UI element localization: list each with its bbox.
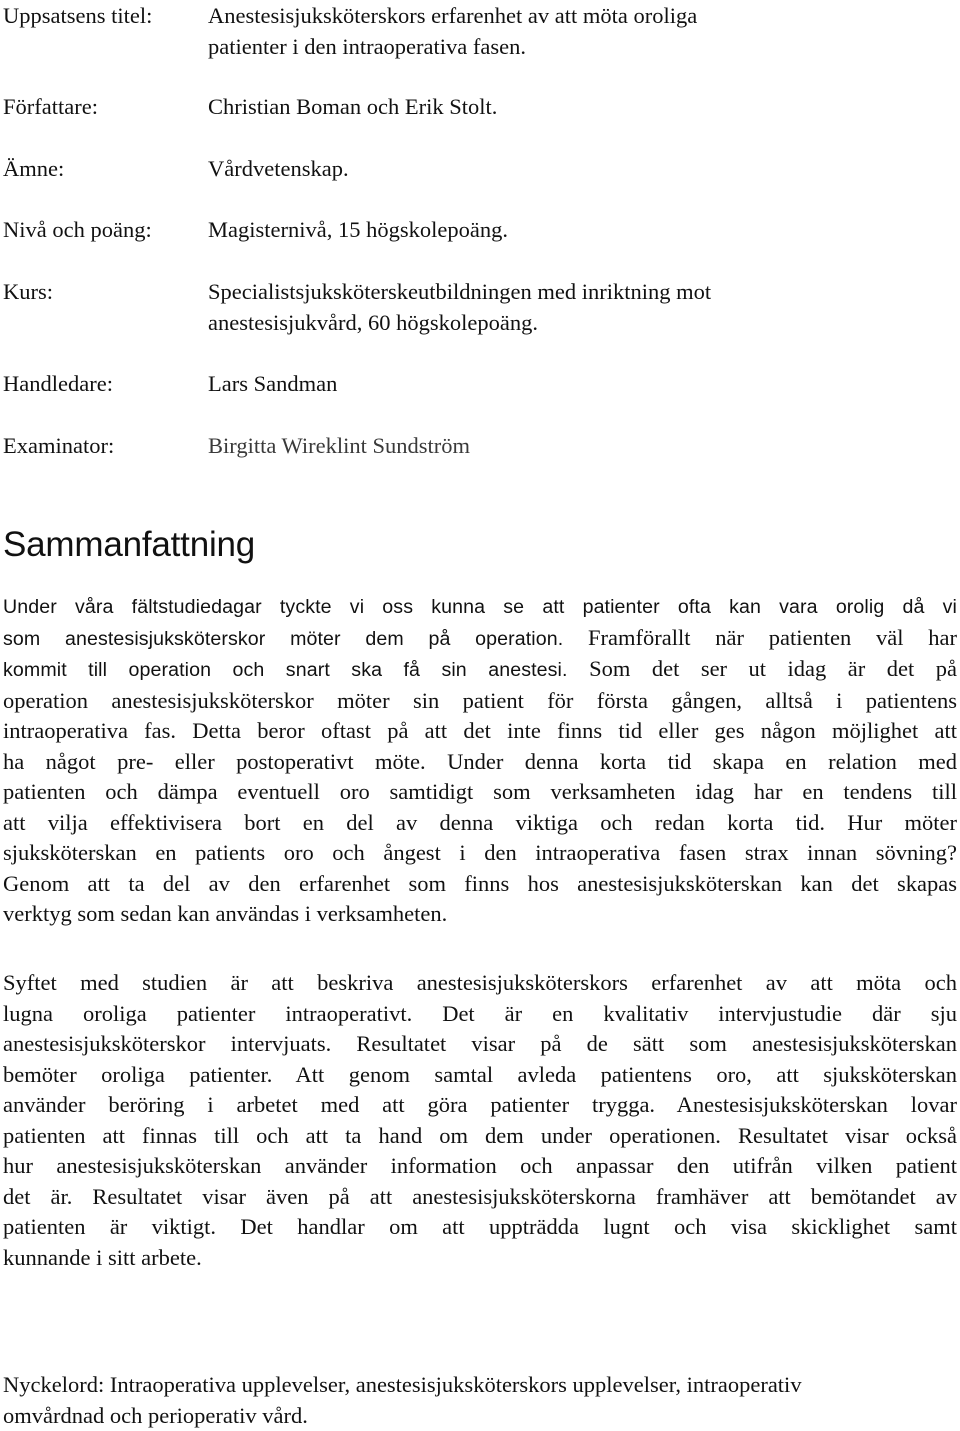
meta-value-line: Lars Sandman <box>208 371 338 396</box>
paragraph-line: patienten är viktigt. Det handlar om att uppträdda lugnt och visa skicklighet samt <box>3 1214 957 1239</box>
meta-value-line: Specialistsjuksköterskeutbildningen med inriktning mot <box>208 279 712 304</box>
meta-value-line: Anestesisjuksköterskors erfarenhet av att möta oroliga <box>208 3 698 28</box>
text-run: Framförallt när patienten väl har <box>563 624 957 650</box>
keywords-line: omvårdnad och perioperativ vård. <box>3 1402 308 1428</box>
paragraph-line: patienten att finnas till och att ta hand om dem under operationen. Resultatet visar också <box>3 1122 957 1148</box>
paragraph-line <box>3 623 957 655</box>
text-run: kommit till operation och snart ska få sin anestesi. <box>3 659 568 681</box>
meta-value-line: Vårdvetenskap. <box>208 156 349 181</box>
paragraph-line: operation anestesisjuksköterskor möter sin patient för första gången, alltså i patientens <box>3 687 957 713</box>
meta-label: Uppsatsens titel: <box>3 3 153 28</box>
meta-value <box>208 91 908 122</box>
summary-paragraph <box>3 592 957 930</box>
paragraph-line: kunnande i sitt arbete. <box>3 1244 202 1270</box>
keywords-line: Nyckelord: Intraoperativa upplevelser, anestesisjuksköterskors upplevelser, intraoperativ <box>3 1372 802 1397</box>
meta-value-line: Christian Boman och Erik Stolt. <box>208 94 498 119</box>
paragraph-line: att vilja effektivisera bort en del av denna viktiga och redan korta tid. Hur möter <box>3 809 957 835</box>
paragraph-line <box>3 654 957 686</box>
meta-label: Nivå och poäng: <box>3 217 152 242</box>
paragraph-line: Under våra fältstudiedagar tyckte vi oss kunna se att patienter ofta kan vara orolig då vi <box>3 596 957 618</box>
paragraph-line: intraoperativa fas. Detta beror oftast på att det inte finns tid eller ges någon möjlighet att <box>3 718 957 743</box>
meta-label: Handledare: <box>3 371 113 396</box>
meta-label: Författare: <box>3 94 98 119</box>
meta-value <box>208 214 908 245</box>
paragraph-line: Syftet med studien är att beskriva anestesisjuksköterskors erfarenhet av att möta och <box>3 970 957 995</box>
text-run: som anestesisjuksköterskor möter dem på operation. <box>3 627 564 650</box>
meta-value-line: Magisternivå, 15 högskolepoäng. <box>208 217 508 242</box>
meta-label: Kurs: <box>3 279 53 304</box>
paragraph-line: bemöter oroliga patienter. Att genom samtal avleda patientens oro, att sjuksköterskan <box>3 1061 957 1087</box>
meta-value-line: anestesisjukvård, 60 högskolepoäng. <box>208 310 538 335</box>
paragraph-line: sjuksköterskan en patients oro och ångest i den intraoperativa fasen strax innan sövning? <box>3 840 957 865</box>
meta-value <box>208 0 908 62</box>
paragraph-line: patienten och dämpa eventuell oro samtidigt som verksamheten idag har en tendens till <box>3 779 957 804</box>
meta-value <box>208 430 908 461</box>
meta-value-line: Birgitta Wireklint Sundström <box>208 433 471 458</box>
meta-value <box>208 276 908 338</box>
paragraph-line: anestesisjuksköterskor intervjuats. Resultatet visar på de sätt som anestesisjuksköterskan <box>3 1031 957 1056</box>
text-run: Som det ser ut idag är det på <box>567 656 958 681</box>
meta-label: Ämne: <box>3 156 65 181</box>
paragraph-line: Genom att ta del av den erfarenhet som finns hos anestesisjuksköterskan kan det skapas <box>3 870 957 896</box>
keywords <box>3 1370 957 1431</box>
meta-label: Examinator: <box>3 433 115 458</box>
paragraph-line: det är. Resultatet visar även på att anestesisjuksköterskorna framhäver att bemötandet av <box>3 1183 957 1209</box>
paragraph-line: ha något pre- eller postoperativt möte. Under denna korta tid skapa en relation med <box>3 748 957 774</box>
summary-heading: Sammanfattning <box>3 525 256 564</box>
paragraph-line: hur anestesisjuksköterskan använder information och anpassar den utifrån vilken patient <box>3 1153 957 1178</box>
paragraph-line: lugna oroliga patienter intraoperativt. Det är en kvalitativ intervjustudie där sju <box>3 1000 957 1026</box>
meta-value <box>208 368 908 399</box>
aim-paragraph <box>3 968 957 1273</box>
paragraph-line: verktyg som sedan kan användas i verksamheten. <box>3 901 448 926</box>
meta-value <box>208 153 908 184</box>
meta-value-line: patienter i den intraoperativa fasen. <box>208 34 526 59</box>
paragraph-line: använder beröring i arbetet med att göra patienter trygga. Anestesisjuksköterskan lovar <box>3 1092 957 1117</box>
